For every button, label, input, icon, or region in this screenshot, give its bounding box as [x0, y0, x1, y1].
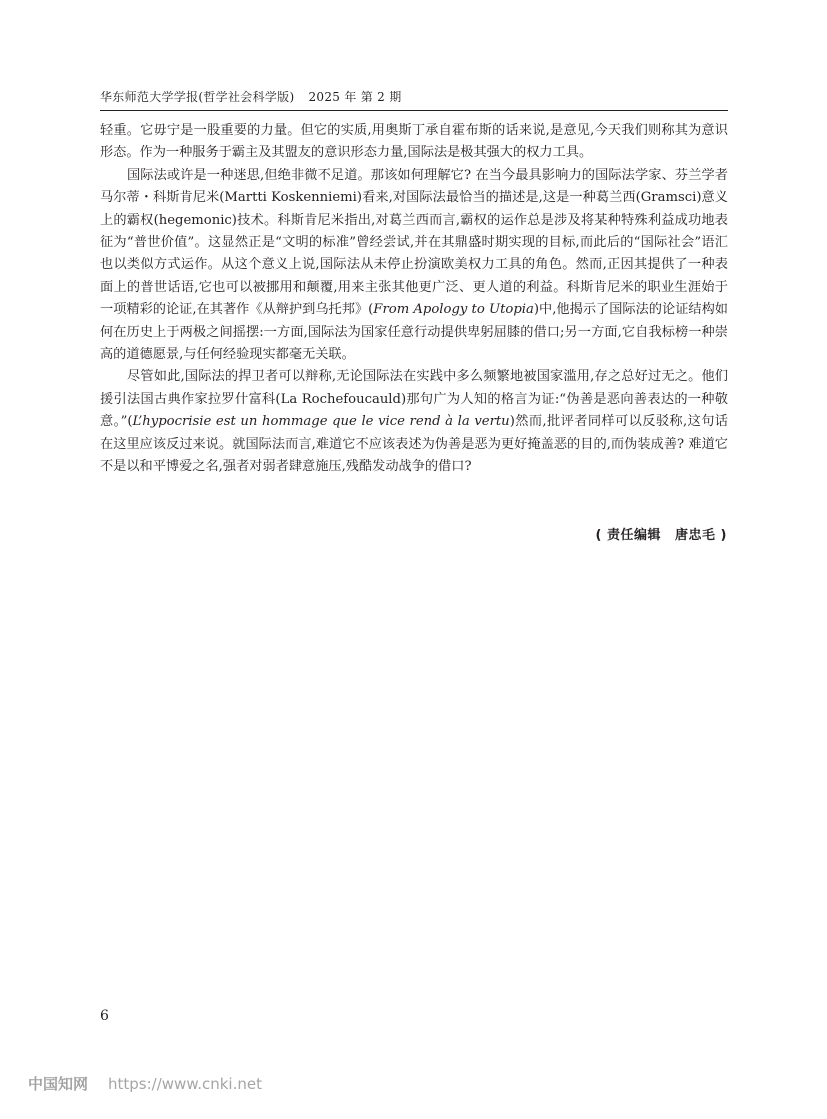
issue-label: 2025 年 第 2 期 [308, 90, 402, 104]
watermark-site: 中国知网 [28, 1075, 89, 1093]
article-body [100, 120, 728, 479]
paragraph-3-text-b: )然而,批评者同样可以反驳称,这句话在这里应该反过来说。就国际法而言,难道它不应该表述为伪善是恶为更好掩盖恶的目的,而伪装成善? 难道它不是以和平博爱之名,强者对弱者肆意施压,残酷发动战争的借口? [100, 414, 728, 475]
page-number: 6 [100, 1008, 109, 1024]
journal-title: 华东师范大学学报(哲学社会科学版) [100, 90, 295, 104]
paragraph-2 [100, 165, 728, 367]
book-title-italic: From Apology to Utopia [373, 302, 534, 318]
french-quote-italic: L’hypocrisie est un hommage que le vice rend à la vertu [132, 414, 510, 430]
paragraph-1: 轻重。它毋宁是一股重要的力量。但它的实质,用奥斯丁承自霍布斯的话来说,是意见,今天我们则称其为意识形态。作为一种服务于霸主及其盟友的意识形态力量,国际法是极其强大的权力工具。 [100, 123, 728, 161]
header-rule [100, 110, 728, 111]
editor-open-paren: ( [595, 528, 602, 543]
editor-name: 唐忠毛 [675, 528, 716, 543]
paragraph-2-text-a: 国际法或许是一种迷思,但绝非微不足道。那该如何理解它? 在当今最具影响力的国际法学家、芬兰学者马尔蒂・科斯肯尼米(Martti Koskenniemi)看来,对国际法最恰当的描述是,这是一种葛兰西(Gramsci)意义上的霸权(hegemonic)技术。科斯肯尼米指出,对葛兰西而言,霸权的运作总是涉及将某种特殊利益成功地表征为“普世价值”。这显然正是“文明的标准”曾经尝试,并在其鼎盛时期实现的目标,而此后的“国际社会”语汇也以类似方式运作。从这个意义上说,国际法从未停止扮演欧美权力工具的角色。然而,正因其提供了一种表面上的普世话语,它也可以被挪用和颠覆,用来主张其他更广泛、更人道的利益。科斯肯尼米的职业生涯始于一项精彩的论证,在其著作《从辩护到乌托邦》( [100, 167, 728, 318]
editor-close-paren: ) [720, 528, 727, 543]
cnki-watermark [28, 1073, 262, 1094]
running-header [100, 88, 740, 105]
paragraph-2-text-b: )中,他揭示了国际法的论证结构如何在历史上于两极之间摇摆:一方面,国际法为国家任意行动提供卑躬屈膝的借口;另一方面,它自我标榜一种崇高的道德愿景,与任何经验现实都毫无关联。 [100, 302, 728, 363]
editor-label: 责任编辑 [606, 528, 661, 543]
paragraph-3 [100, 366, 728, 478]
watermark-url[interactable]: https://www.cnki.net [108, 1075, 262, 1093]
responsible-editor-note [596, 524, 728, 543]
paragraph-3-text-a: 尽管如此,国际法的捍卫者可以辩称,无论国际法在实践中多么频繁地被国家滥用,存之总好过无之。他们援引法国古典作家拉罗什富科(La Rochefoucauld)那句广为人知的格言为证:“伪善是恶向善表达的一种敬意。”( [100, 369, 728, 430]
